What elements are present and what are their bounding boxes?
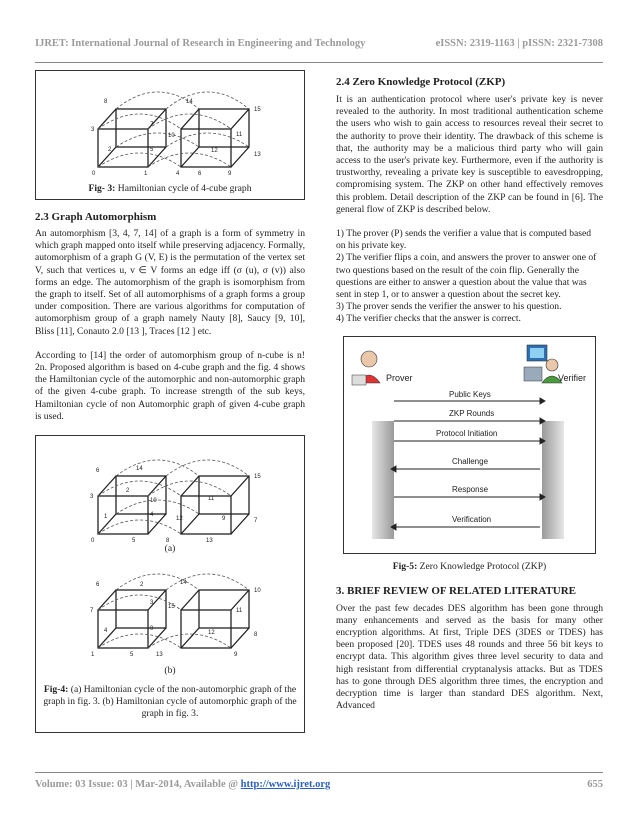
fig3-node-label: 4 <box>176 171 180 177</box>
issn: eISSN: 2319-1163 | pISSN: 2321-7308 <box>435 38 603 49</box>
fig3-node-label: 15 <box>254 107 261 113</box>
fig4a-label: (a) <box>164 543 176 555</box>
zkp-message: Public Keys <box>449 389 491 399</box>
footer-volume-text: Volume: 03 Issue: 03 | Mar-2014, Available @ <box>35 779 241 790</box>
zkp-diagram <box>344 337 594 551</box>
fig3-node-label: 6 <box>198 171 202 177</box>
prover-label: Prover <box>386 372 413 383</box>
page-header <box>35 38 603 49</box>
right-column <box>336 70 603 712</box>
zkp-message: Verification <box>452 514 492 524</box>
fig4b-node-label: 8 <box>254 632 258 639</box>
fig4b-label: (b) <box>164 665 176 677</box>
fig4a-node-label: 1 <box>104 514 108 521</box>
footer-rule <box>35 772 603 773</box>
fig4a-node-label: 15 <box>254 474 261 481</box>
fig3-label: Fig- 3: <box>88 183 116 194</box>
sec23-paragraph-2: According to [14] the order of automorphism group of n-cube is n! 2n. Proposed algorithm is based on 4-cube graph and the fig. 4 shows the Hamiltonian cycle of the automorphic and non-automorphic graph of the given 4-cube graph. To increase strength of the sub keys, Hamiltonian cycle of non Automorphic graph of given 4-cube graph is used. <box>35 349 305 422</box>
sec23-title: 2.3 Graph Automorphism <box>35 211 157 223</box>
fig3-node-label: 3 <box>91 127 95 133</box>
fig4b-node-label: 4 <box>104 628 108 635</box>
fig3-node-label: 11 <box>236 132 243 138</box>
fig4b-node-label: 15 <box>168 604 175 611</box>
fig4-caption <box>40 684 300 720</box>
fig4a-node-label: 9 <box>222 516 226 523</box>
fig4b-node-label: 2 <box>140 582 144 589</box>
fig4-box <box>35 435 305 733</box>
verifier-label: Verifier <box>558 372 587 383</box>
fig4b-node-label: 0 <box>150 626 154 633</box>
fig3-caption <box>36 183 304 195</box>
fig4b-node-label: 1 <box>91 652 95 659</box>
sec23-paragraph-1: An automorphism [3, 4, 7, 14] of a graph is a form of symmetry in which graph mapped onto itself while preserving adjacency. Formally, automorphism of a graph G (V, E) is the permutation of the vertex set V, such that vertices u, v ∈ V forms an edge iff (σ (u), σ (v)) also forms an edge. The automorphism of the graph is isomorphism from the graph to itself. Set of all automorphisms of a graph forms a group under composition. There are various algorithms for computation of automorphism group of a graph namely Nauty [8], Saucy [9, 10], Bliss [11], Conauto 2.0 [13 ], Traces [12 ] etc. <box>35 228 305 337</box>
fig4a-node-label: 7 <box>254 518 258 525</box>
fig3-node-label: 0 <box>92 171 96 177</box>
fig4a-node-label: 8 <box>166 538 170 545</box>
fig4b-node-label: 5 <box>130 652 134 659</box>
fig4a-node-label: 3 <box>90 494 94 501</box>
fig3-node-label: 13 <box>254 152 261 158</box>
fig4b-node-label: 14 <box>180 580 187 587</box>
fig5-caption <box>336 561 603 573</box>
footer-volume <box>35 779 330 790</box>
fig4b-node-label: 13 <box>156 652 163 659</box>
fig3-box <box>35 70 305 200</box>
fig3-node-label: 14 <box>186 99 193 105</box>
fig4b-node-label: 7 <box>90 608 94 615</box>
zkp-message: ZKP Rounds <box>449 408 495 418</box>
fig4a-node-label: 14 <box>136 466 143 473</box>
fig4a-node-label: 13 <box>206 538 213 545</box>
fig3-node-label: 8 <box>104 99 108 105</box>
fig3-node-label: 9 <box>228 171 232 177</box>
left-column <box>35 70 305 733</box>
fig4a-node-label: 11 <box>208 496 215 503</box>
sec24-paragraph-1: It is an authentication protocol where user's private key is never revealed to the authority. In most traditional authentication scheme the users who wish to gain access to resources reveal their secret to the authority to prove their identity. The drawback of this scheme is that, the authority may be a malicious third party who will gain access to the user's private key. Furthermore, even if the authority is trustworthy, revealing a private key is susceptible to eavesdropping, compromising system. The ZKP on other hand effectively removes this problem. Detail description of the ZKP can be found in [6]. The general flow of ZKP is described below. <box>336 94 603 215</box>
fig4a-node-label: 4 <box>150 512 154 519</box>
sec3-title: 3. BRIEF REVIEW OF RELATED LITERATURE <box>336 584 577 597</box>
verifier-computer-icon <box>524 345 562 383</box>
sec24-step-1: 1) The prover (P) sends the verifier a value that is computed based on his private key. <box>336 228 592 252</box>
fig5-box <box>343 336 596 554</box>
fig3-node-label: 7 <box>150 122 154 128</box>
zkp-message: Challenge <box>452 456 489 466</box>
verifier-lifeline <box>542 421 564 539</box>
zkp-message: Protocol Initiation <box>436 428 498 438</box>
page-footer <box>35 779 603 790</box>
footer-url-link[interactable]: http://www.ijret.org <box>240 779 331 790</box>
fig3-graph <box>36 79 304 179</box>
prover-lifeline <box>372 421 394 539</box>
sec24-step-2: 2) The verifier flips a coin, and answers the prover to answer one of two questions based on the result of the coin flip. Generally the questions are either to answer a question about the value that was sent in step 1, or to answer a question about the secret key. <box>336 252 597 301</box>
fig4b-node-label: 9 <box>234 652 238 659</box>
fig4b-graph <box>36 564 304 664</box>
fig4b-node-label: 11 <box>236 608 243 615</box>
fig4-caption-text: (a) Hamiltonian cycle of the non-automorphic graph of the graph in fig. 3. (b) Hamiltonian cycle of automorphic graph of the graph in fig. 3. <box>43 684 297 720</box>
fig5-label: Fig-5: <box>392 560 418 572</box>
fig4a-node-label: 12 <box>176 516 183 523</box>
fig3-node-label: 2 <box>108 147 112 153</box>
journal-title: IJRET: International Journal of Research in Engineering and Technology <box>35 38 366 49</box>
fig3-node-label: 1 <box>144 171 148 177</box>
fig4a-node-label: 5 <box>132 538 136 545</box>
fig4a-node-label: 10 <box>150 498 157 505</box>
fig4a-node-label: 0 <box>91 538 95 545</box>
fig5-caption-text: Zero Knowledge Protocol (ZKP) <box>419 560 547 572</box>
zkp-message: Response <box>452 484 489 494</box>
sec24-title: 2.4 Zero Knowledge Protocol (ZKP) <box>336 76 506 88</box>
page-number: 655 <box>587 779 603 790</box>
prover-person-icon <box>352 351 380 385</box>
fig4a-graph <box>36 450 304 550</box>
fig4a-node-label: 2 <box>126 488 130 495</box>
fig4b-node-label: 12 <box>208 630 215 637</box>
sec24-step-3: 3) The prover sends the verifier the answer to his question. <box>336 301 562 313</box>
fig4b-node-label: 6 <box>96 582 100 589</box>
fig4a-node-label: 6 <box>96 468 100 475</box>
fig4-label: Fig-4: <box>43 684 69 696</box>
fig3-node-label: 10 <box>168 133 175 139</box>
fig3-node-label: 5 <box>150 147 154 153</box>
fig4b-node-label: 3 <box>150 600 154 607</box>
fig3-node-label: 12 <box>211 148 218 154</box>
fig3-caption-text: Hamiltonian cycle of 4-cube graph <box>117 183 252 194</box>
sec24-step-4: 4) The verifier checks that the answer is correct. <box>336 313 521 325</box>
header-rule <box>35 62 603 63</box>
sec3-paragraph-1: Over the past few decades DES algorithm has been gone through many enhancements and served as the basis for many other encryption algorithms. At first, Triple DES (3DES or TDES) has been proposed [20]. TDES uses 48 rounds and three 56 bit keys to encrypt data. This algorithm gives three level security to data and high resistant from differential cryptanalysis attacks. But as TDES has to gone through DES algorithm three times, the encryption and decryption time is larger than standard DES algorithm. Next, Advanced <box>336 602 603 712</box>
fig4b-node-label: 10 <box>254 588 261 595</box>
